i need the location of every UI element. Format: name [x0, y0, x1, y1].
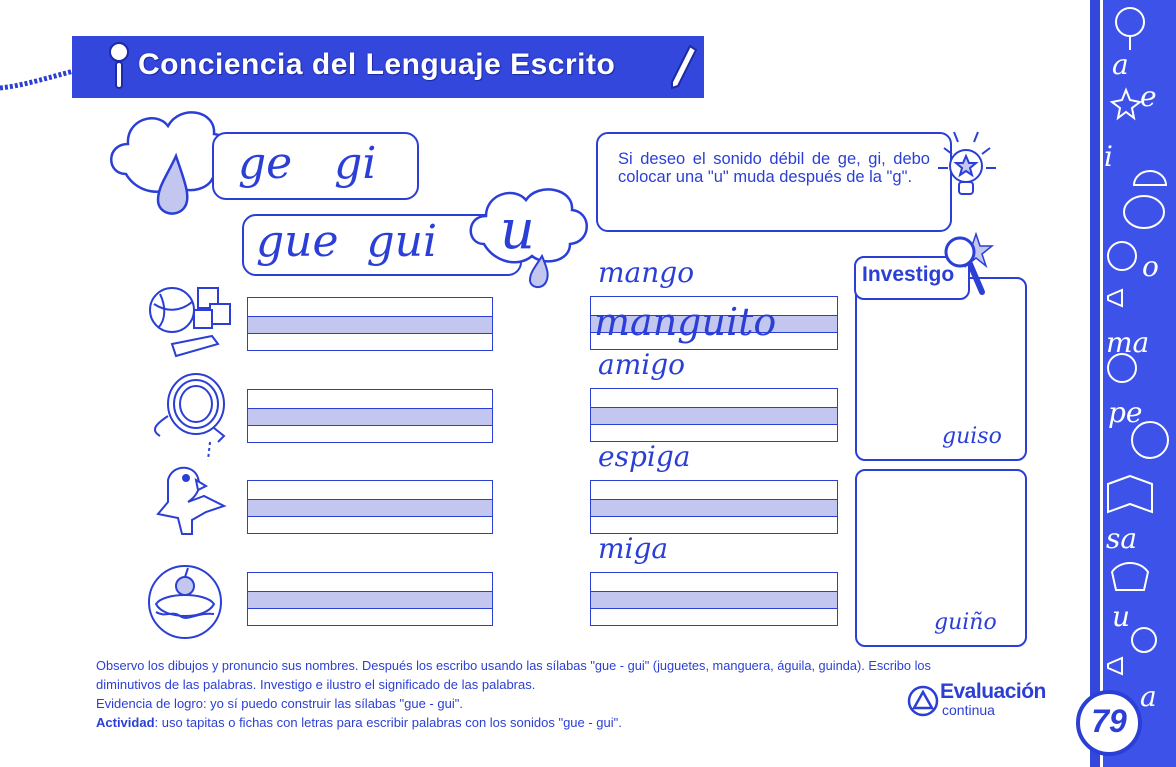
strip-letter-o: o — [1142, 250, 1159, 283]
rule-note-text: Si deseo el sonido débil de ge, gi, debo colocar una "u" muda después de la "g". — [618, 150, 930, 186]
strip-letter-u: u — [1112, 600, 1131, 633]
word-manguito: manguito — [594, 300, 777, 344]
strip-letter-a: a — [1112, 48, 1129, 81]
writing-line-1[interactable] — [247, 297, 493, 351]
evaluation-logo-icon — [906, 684, 940, 718]
evaluation-subtitle: continua — [942, 702, 995, 718]
eagle-picture — [148, 460, 230, 546]
strip-letter-ma: ma — [1106, 326, 1150, 359]
pencil-icon — [668, 42, 698, 92]
page-title: Conciencia del Lenguaje Escrito — [138, 48, 616, 81]
writing-line-miga[interactable] — [590, 572, 838, 626]
cloud-letter-u: u — [500, 198, 535, 261]
writing-line-3[interactable] — [247, 480, 493, 534]
strip-letter-e: e — [1140, 80, 1157, 113]
search-icon — [940, 230, 996, 296]
hose-picture — [146, 370, 238, 462]
writing-line-amigo[interactable] — [590, 388, 838, 442]
syllables-gue-gui: gue gui — [256, 216, 438, 267]
magnifier-icon — [104, 40, 134, 92]
instructions-line-3: Evidencia de logro: yo sí puedo construir las sílabas "gue - gui". — [96, 696, 463, 711]
page-number: 79 — [1091, 703, 1127, 739]
investigo-title: Investigo — [862, 263, 955, 286]
strip-letter-pe: pe — [1108, 396, 1143, 429]
lightbulb-icon — [934, 128, 1000, 200]
evaluation-title: Evaluación — [940, 680, 1046, 703]
instructions-activity — [96, 713, 622, 732]
cake-picture — [142, 560, 228, 640]
strip-icons — [1100, 0, 1176, 767]
word-espiga: espiga — [598, 440, 691, 473]
instructions-line-2: diminutivos de las palabras. Investigo e ilustro el significado de las palabras. — [96, 677, 536, 692]
word-amigo: amigo — [598, 348, 685, 381]
writing-line-4[interactable] — [247, 572, 493, 626]
word-miga: miga — [598, 532, 669, 565]
word-mango: mango — [598, 256, 695, 289]
toys-picture — [146, 284, 238, 362]
activity-label: Actividad — [96, 715, 155, 730]
investigo-word-guino: guiño — [934, 610, 997, 635]
syllables-ge-gi: ge gi — [238, 138, 377, 189]
writing-line-espiga[interactable] — [590, 480, 838, 534]
strip-letter-a2: a — [1140, 680, 1157, 713]
strip-letter-i: i — [1104, 140, 1113, 173]
strip-letter-sa: sa — [1106, 522, 1138, 555]
instructions-line-1: Observo los dibujos y pronuncio sus nombres. Después los escribo usando las sílabas "gue - gui" (juguetes, manguera, águila, guinda). Escribo los — [96, 658, 931, 673]
activity-text: : uso tapitas o fichas con letras para escribir palabras con los sonidos "gue - gui". — [154, 715, 622, 730]
writing-line-2[interactable] — [247, 389, 493, 443]
investigo-word-guiso: guiso — [942, 424, 1002, 449]
